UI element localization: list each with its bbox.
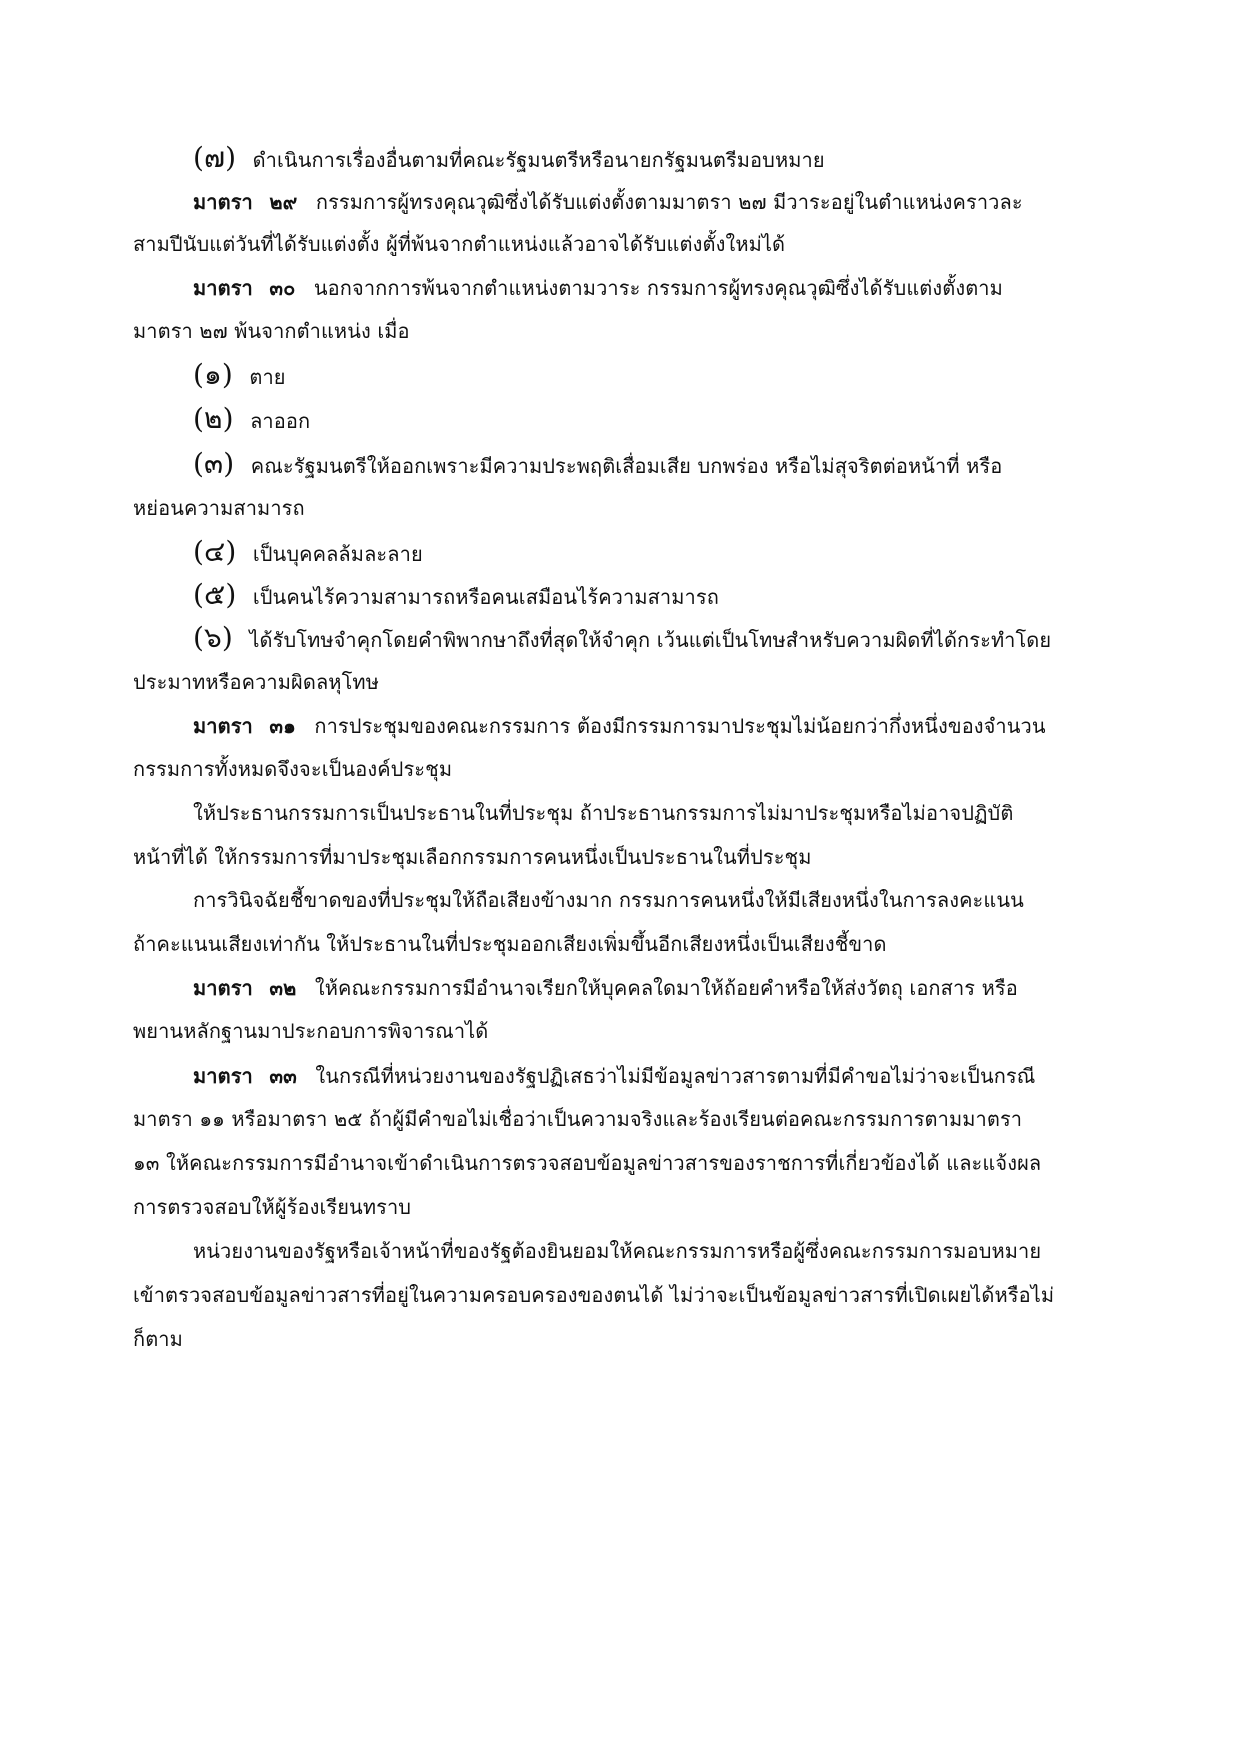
line-text: ตาย bbox=[249, 365, 286, 389]
item-marker: (๑) bbox=[193, 358, 233, 391]
item-2-line bbox=[193, 404, 310, 436]
line-text: ถ้าคะแนนเสียงเท่ากัน ให้ประธานในที่ประชุมออกเสียงเพิ่มขึ้นอีกเสียงหนึ่งเป็นเสียงชี้ขาด bbox=[133, 932, 887, 956]
section-30-heading-line bbox=[193, 273, 1003, 303]
body-line bbox=[133, 754, 452, 784]
body-line bbox=[133, 1280, 1054, 1310]
line-text: ให้ประธานกรรมการเป็นประธานในที่ประชุม ถ้าประธานกรรมการไม่มาประชุมหรือไม่อาจปฏิบัติ bbox=[193, 801, 1014, 825]
body-paragraph-line bbox=[193, 798, 1013, 828]
line-text: มาตรา ๑๑ หรือมาตรา ๒๕ ถ้าผู้มีคำขอไม่เชื่อว่าเป็นความจริงและร้องเรียนต่อคณะกรรมการตามมาตรา bbox=[133, 1107, 1023, 1131]
line-text: ประมาทหรือความผิดลหุโทษ bbox=[133, 670, 379, 694]
body-line bbox=[133, 1192, 411, 1222]
body-line bbox=[133, 667, 379, 697]
line-text: เป็นบุคคลล้มละลาย bbox=[252, 542, 423, 566]
line-text: การตรวจสอบให้ผู้ร้องเรียนทราบ bbox=[133, 1195, 412, 1219]
line-text: หย่อนความสามารถ bbox=[133, 496, 305, 520]
item-3-line bbox=[193, 449, 1002, 481]
item-marker: (๗) bbox=[193, 141, 237, 174]
line-text: สามปีนับแต่วันที่ได้รับแต่งตั้ง ผู้ที่พ้นจากตำแหน่งแล้วอาจได้รับแต่งตั้งใหม่ได้ bbox=[133, 232, 786, 256]
line-text: กรรมการทั้งหมดจึงจะเป็นองค์ประชุม bbox=[133, 757, 453, 781]
item-4-line bbox=[193, 537, 423, 569]
item-marker: (๓) bbox=[193, 447, 235, 480]
section-number: ๓๑ bbox=[269, 714, 296, 738]
section-number: ๓๓ bbox=[269, 1064, 297, 1088]
line-text: ๑๓ ให้คณะกรรมการมีอำนาจเข้าดำเนินการตรวจสอบข้อมูลข่าวสารของราชการที่เกี่ยวข้องได้ และแจ้งผล bbox=[133, 1151, 1042, 1175]
section-31-heading-line bbox=[193, 711, 1046, 741]
body-line bbox=[133, 493, 305, 523]
line-text: ได้รับโทษจำคุกโดยคำพิพากษาถึงที่สุดให้จำคุก เว้นแต่เป็นโทษสำหรับความผิดที่ได้กระทำโดย bbox=[249, 628, 1052, 652]
line-text: ให้คณะกรรมการมีอำนาจเรียกให้บุคคลใดมาให้ถ้อยคำหรือให้ส่งวัตถุ เอกสาร หรือ bbox=[314, 976, 1018, 1000]
section-33-heading-line bbox=[193, 1061, 1035, 1091]
section-label: มาตรา bbox=[193, 1064, 253, 1088]
section-32-heading-line bbox=[193, 973, 1018, 1003]
item-marker: (๖) bbox=[193, 621, 233, 654]
item-5-line bbox=[193, 580, 719, 612]
section-29-heading-line bbox=[193, 187, 1023, 217]
item-7-line bbox=[193, 143, 825, 175]
section-number: ๓๒ bbox=[269, 976, 297, 1000]
section-number: ๓๐ bbox=[269, 276, 296, 300]
section-label: มาตรา bbox=[193, 276, 253, 300]
line-text: การประชุมของคณะกรรมการ ต้องมีกรรมการมาประชุมไม่น้อยกว่ากึ่งหนึ่งของจำนวน bbox=[314, 714, 1046, 738]
line-text: ในกรณีที่หน่วยงานของรัฐปฏิเสธว่าไม่มีข้อมูลข่าวสารตามที่มีคำขอไม่ว่าจะเป็นกรณี bbox=[315, 1064, 1036, 1088]
body-paragraph-line bbox=[193, 1236, 1041, 1266]
body-line bbox=[133, 229, 785, 259]
item-marker: (๒) bbox=[193, 402, 234, 435]
body-line bbox=[133, 929, 887, 959]
body-line bbox=[133, 316, 410, 346]
item-1-line bbox=[193, 360, 286, 392]
line-text: นอกจากการพ้นจากตำแหน่งตามวาระ กรรมการผู้ทรงคุณวุฒิซึ่งได้รับแต่งตั้งตาม bbox=[313, 276, 1003, 300]
item-marker: (๔) bbox=[193, 535, 237, 568]
line-text: เป็นคนไร้ความสามารถหรือคนเสมือนไร้ความสามารถ bbox=[252, 585, 719, 609]
body-line bbox=[133, 1016, 488, 1046]
body-line bbox=[133, 1148, 1041, 1178]
line-text: มาตรา ๒๗ พ้นจากตำแหน่ง เมื่อ bbox=[133, 319, 410, 343]
body-paragraph-line bbox=[193, 885, 1024, 915]
section-label: มาตรา bbox=[193, 714, 253, 738]
line-text: พยานหลักฐานมาประกอบการพิจารณาได้ bbox=[133, 1019, 489, 1043]
body-line bbox=[133, 1324, 183, 1354]
line-text: ดำเนินการเรื่องอื่นตามที่คณะรัฐมนตรีหรือนายกรัฐมนตรีมอบหมาย bbox=[252, 148, 825, 172]
line-text: การวินิจฉัยชี้ขาดของที่ประชุมให้ถือเสียงข้างมาก กรรมการคนหนึ่งให้มีเสียงหนึ่งในการลงคะแนน bbox=[193, 888, 1024, 912]
line-text: กรรมการผู้ทรงคุณวุฒิซึ่งได้รับแต่งตั้งตามมาตรา ๒๗ มีวาระอยู่ในตำแหน่งคราวละ bbox=[315, 190, 1023, 214]
line-text: เข้าตรวจสอบข้อมูลข่าวสารที่อยู่ในความครอบครองของตนได้ ไม่ว่าจะเป็นข้อมูลข่าวสารที่เปิดเผยได้หรือไม่ bbox=[133, 1283, 1055, 1307]
item-marker: (๕) bbox=[193, 578, 237, 611]
section-label: มาตรา bbox=[193, 190, 253, 214]
line-text: ลาออก bbox=[250, 409, 311, 433]
section-number: ๒๙ bbox=[269, 190, 298, 214]
line-text: ก็ตาม bbox=[133, 1327, 183, 1351]
body-line bbox=[133, 1104, 1022, 1134]
line-text: คณะรัฐมนตรีให้ออกเพราะมีความประพฤติเสื่อมเสีย บกพร่อง หรือไม่สุจริตต่อหน้าที่ หรือ bbox=[250, 454, 1003, 478]
section-label: มาตรา bbox=[193, 976, 253, 1000]
line-text: หน่วยงานของรัฐหรือเจ้าหน้าที่ของรัฐต้องยินยอมให้คณะกรรมการหรือผู้ซึ่งคณะกรรมการมอบหมาย bbox=[193, 1239, 1042, 1263]
body-line bbox=[133, 842, 812, 872]
line-text: หน้าที่ได้ ให้กรรมการที่มาประชุมเลือกกรรมการคนหนึ่งเป็นประธานในที่ประชุม bbox=[133, 845, 812, 869]
item-6-line bbox=[193, 623, 1051, 655]
